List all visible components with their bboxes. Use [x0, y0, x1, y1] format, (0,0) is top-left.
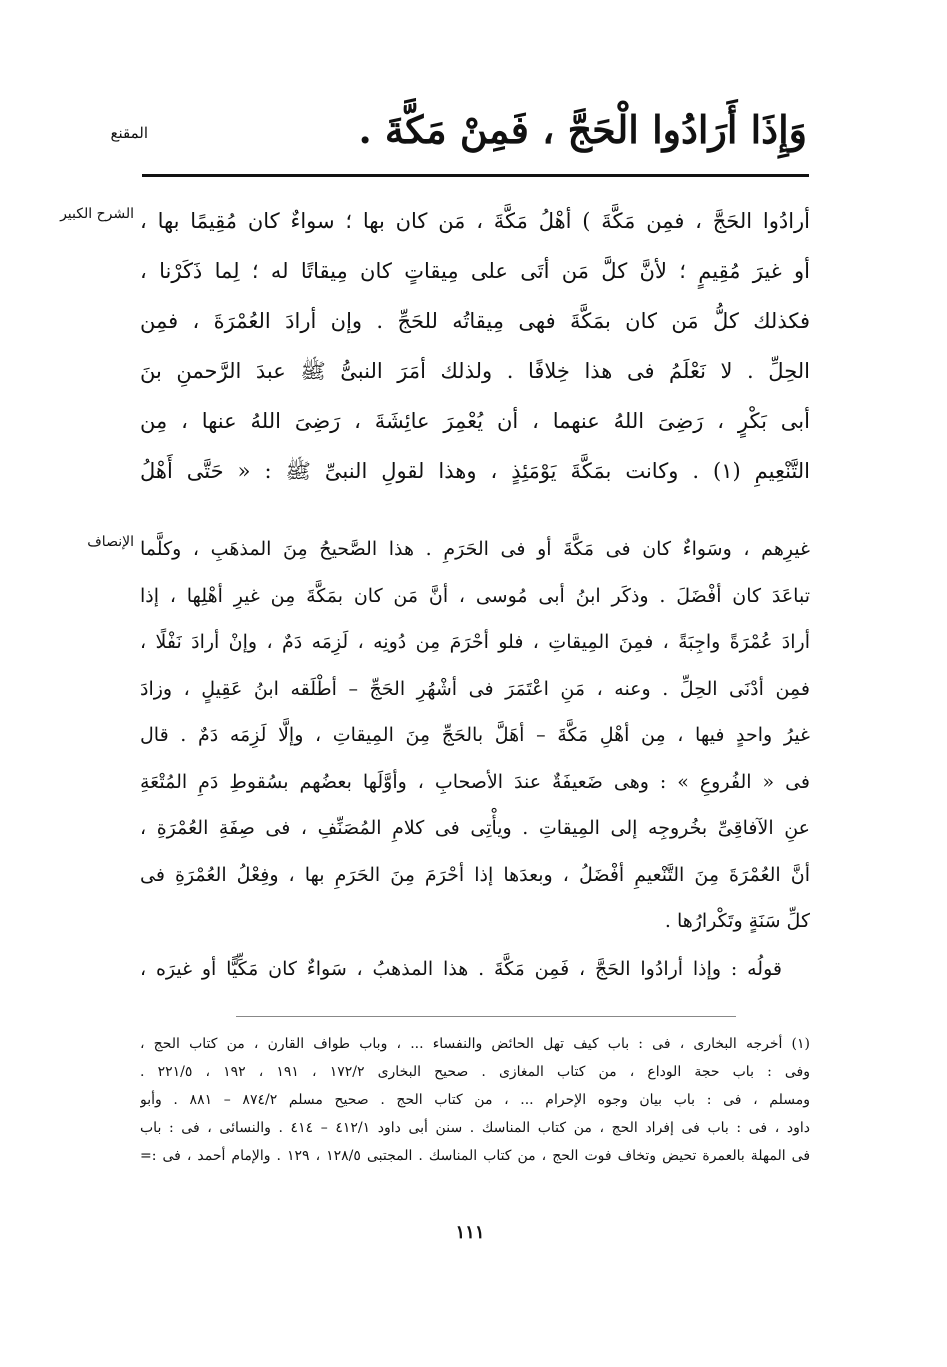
text-line: أرادُوا الحَجَّ ، فمِن مَكَّةَ ) أهْلُ مَكَّةَ ، مَن كان بها ؛ سواءٌ كان مُقِيمًا بها ،: [140, 209, 810, 233]
text-line: قولُه : وإذا أرادُوا الحَجَّ ، فَمِن مَكَّةَ . هذا المذهبُ ، سَواءٌ كان مَكِّيًّا أو غيرَه ،: [140, 958, 782, 980]
footnote-line: وفى : باب حجة الوداع ، من كتاب المغازى . صحيح البخارى ١٧٢/٢ ، ١٩١ ، ١٩٢ ، ٢٢١/٥ .: [140, 1064, 810, 1080]
text-line: عنِ الآفاقِىِّ بخُروجِه إلى المِيقاتِ . ويأْتِى فى كلامِ المُصَنِّفِ ، فى صِفَةِ العُمْرَةِ ،: [140, 817, 810, 839]
text-line: فمِن أدْنَى الحِلِّ . وعنه ، مَنِ اعْتَمَرَ فى أشْهُرِ الحَجِّ – أطْلَقه ابنُ عَقِيلٍ ، وزادَ: [140, 677, 810, 700]
text-line: غيرِهم ، وسَواءٌ كان فى مَكَّةَ أو فى الحَرَمِ . هذا الصَّحيحُ مِنَ المذهَبِ ، وكلَّما: [140, 538, 810, 560]
muqni-label: المقنع: [110, 124, 148, 142]
footnote-line: (١) أخرجه البخارى ، فى : باب كيف تهل الحائض والنفساء ... ، وباب طواف القارن ، من كتاب الحج ،: [140, 1036, 810, 1052]
text-line: فكذلك كلُّ مَن كان بمَكَّةَ فهى مِيقاتُه للحَجِّ . وإن أرادَ العُمْرَةَ ، فمِن: [140, 309, 810, 333]
header-rule: [142, 174, 809, 177]
sharh-text: [140, 196, 810, 496]
insaf-label: الإنصاف: [87, 534, 134, 550]
text-line: كلِّ سَنَةٍ وتَكْرارُها .: [664, 910, 810, 932]
footnote-line: فى المهلة بالعمرة تحيض وتخاف فوت الحج ، من كتاب المناسك . المجتبى ١٢٨/٥ ، ١٢٩ . والإمام أحمد ، فى :=: [140, 1148, 810, 1164]
footnote-line: ومسلم ، فى : باب بيان وجوه الإحرام ... ، من كتاب الحج . صحيح مسلم ٨٧٤/٢ – ٨٨١ . وأبو: [140, 1092, 810, 1108]
qawluh-text: [140, 946, 810, 992]
sharh-label: الشرح الكبير: [60, 206, 134, 222]
insaf-text: [140, 526, 810, 945]
text-line: أنَّ العُمْرَةَ مِنَ التَّنْعيمِ أفْضَلُ ، وبعدَها إذا أحْرَمَ مِنَ الحَرَمِ بها ، وفِعْلُ العُمْرَةِ فى: [140, 863, 810, 886]
text-line: أو غيرَ مُقِيمٍ ؛ لأنَّ كلَّ مَن أتَى على مِيقاتٍ كان مِيقاتًا له ؛ لِما ذَكَرْنا ،: [140, 259, 810, 283]
text-line: فى « الفُروعِ » : وهى ضَعيفَةٌ عندَ الأصحابِ ، وأوَّلَها بعضُهم بسُقوطِ دَمِ المُتْعَةِ: [140, 770, 810, 793]
text-line: غيرُ واحدٍ فيها ، مِن أهْلِ مَكَّةَ – أهَلَّ بالحَجِّ مِنَ المِيقاتِ ، وإلَّا لَزِمَه دَمٌ . قال: [140, 724, 810, 746]
text-line: أرادَ عُمْرَةً واجِبَةً ، فمِنَ المِيقاتِ ، فلو أحْرَمَ مِن دُونِه ، لَزِمَه دَمٌ ، وإنْ أرادَ نَفْلًا ،: [140, 631, 810, 653]
text-line: أبى بَكْرٍ ، رَضِىَ اللهُ عنهما ، أن يُعْمِرَ عائِشَةَ ، رَضِىَ اللهُ عنها ، مِن: [140, 409, 810, 433]
footnote-line: داود ، فى : باب فى إفراد الحج ، من كتاب المناسك . سنن أبى داود ٤١٢/١ – ٤١٤ . والنسائى ، فى : باب: [140, 1120, 810, 1136]
matn-header: وَإِذَا أَرَادُوا الْحَجَّ ، فَمِنْ مَكَّةَ .: [358, 107, 807, 152]
text-line: الحِلِّ . لا نَعْلَمُ فى هذا خِلافًا . ولذلك أمَرَ النبىُّ ﷺ عبدَ الرَّحمنِ بنَ: [140, 359, 810, 383]
footnote-divider: [236, 1016, 736, 1017]
text-line: تباعَدَ كان أفْضَلَ . وذكَر ابنُ أبى مُوسى ، أنَّ مَن كان بمَكَّةَ مِن غيرِ أهْلِها ، إذا: [140, 584, 810, 607]
text-line: التَّنْعِيمِ (١) . وكانت بمَكَّةَ يَوْمَئِذٍ ، وهذا لقولِ النبىِّ ﷺ : « حَتَّى أَهْلُ: [140, 459, 810, 483]
page-number: ١١١: [455, 1222, 485, 1243]
footnotes: [140, 1030, 810, 1170]
